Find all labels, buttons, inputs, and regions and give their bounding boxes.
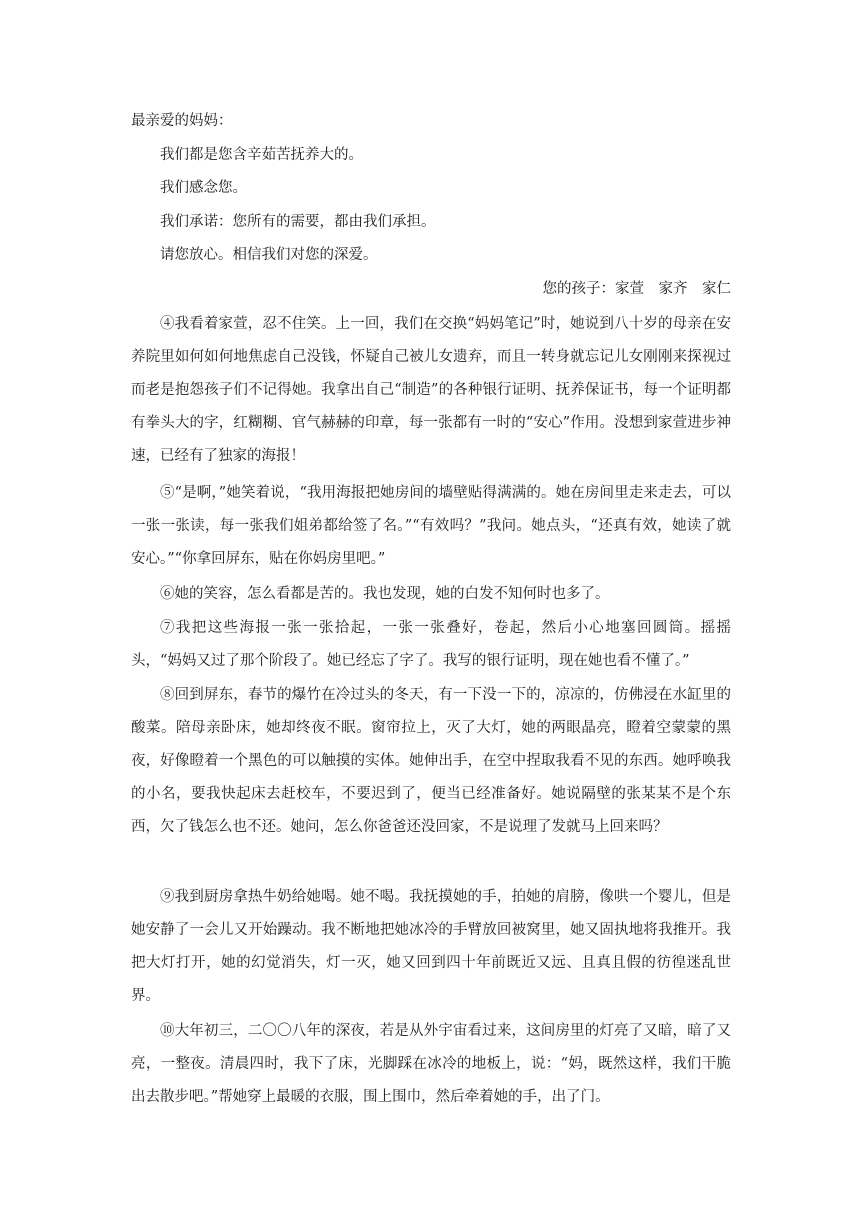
paragraph-9: ⑨我到厨房拿热牛奶给她喝。她不喝。我抚摸她的手，拍她的肩膀，像哄一个婴儿，但是她安静了一会儿又开始躁动。我不断地把她冰冷的手臂放回被窝里，她又固执地将我推开。我把大灯打开，她的幻觉消失，灯一灭，她又回到四十年前既近又远、且真且假的彷徨迷乱世界。	[131, 889, 731, 1004]
paragraph-6: ⑥她的笑容，怎么看都是苦的。我也发现，她的白发不知何时也多了。	[160, 586, 610, 602]
letter-line-3: 我们承诺：您所有的需要，都由我们承担。	[160, 214, 436, 230]
paragraph-5: ⑤“是啊，”她笑着说，“我用海报把她房间的墙壁贴得满满的。她在房间里走来走去，可以一张一张读，每一张我们姐弟都给签了名。”“有效吗？”我问。她点头，“还真有效，她读了就安心。”“你拿回屏东，贴在你妈房里吧。”	[131, 485, 731, 567]
paragraph-4: ④我看着家萱，忍不住笑。上一回，我们在交换“妈妈笔记”时，她说到八十岁的母亲在安养院里如何如何地焦虑自己没钱，怀疑自己被儿女遗弃，而且一转身就忘记儿女刚刚来探视过而老是抱怨孩子们不记得她。我拿出自己“制造”的各种银行证明、抚养保证书，每一个证明都有拳头大的字，红糊糊、官气赫赫的印章，每一张都有一时的“安心”作用。没想到家萱进步神速，已经有了独家的海报！	[131, 316, 731, 464]
paragraph-10: ⑩大年初三，二〇〇八年的深夜，若是从外宇宙看过来，这间房里的灯亮了又暗，暗了又亮，一整夜。清晨四时，我下了床，光脚踩在冰冷的地板上，说：“妈，既然这样，我们干脆出去散步吧。”帮她穿上最暖的衣服，围上围巾，然后牵着她的手，出了门。	[131, 1023, 731, 1105]
paragraph-7: ⑦我把这些海报一张一张拾起，一张一张叠好，卷起，然后小心地塞回圆筒。摇摇头，“妈妈又过了那个阶段了。她已经忘了字了。我写的银行证明，现在她也看不懂了。”	[131, 620, 731, 669]
letter-line-1: 我们都是您含辛茹苦抚养大的。	[160, 147, 363, 163]
paragraph-8: ⑧回到屏东，春节的爆竹在冷过头的冬天，有一下没一下的，凉凉的，仿佛浸在水缸里的酸菜。陪母亲卧床，她却终夜不眠。窗帘拉上，灭了大灯，她的两眼晶亮，瞪着空蒙蒙的黑夜，好像瞪着一个黑色的可以触摸的实体。她伸出手，在空中捏取我看不见的东西。她呼唤我的小名，要我快起床去赶校车，不要迟到了，便当已经准备好。她说隔壁的张某某不是个东西，欠了钱怎么也不还。她问，怎么你爸爸还没回家，不是说理了发就马上回来吗？	[131, 687, 731, 835]
letter-line-4: 请您放心。相信我们对您的深爱。	[160, 247, 378, 263]
letter-signature: 您的孩子：家萱 家齐 家仁	[542, 281, 731, 297]
letter-salutation: 最亲爱的妈妈：	[131, 113, 233, 129]
letter-line-2: 我们感念您。	[160, 180, 247, 196]
